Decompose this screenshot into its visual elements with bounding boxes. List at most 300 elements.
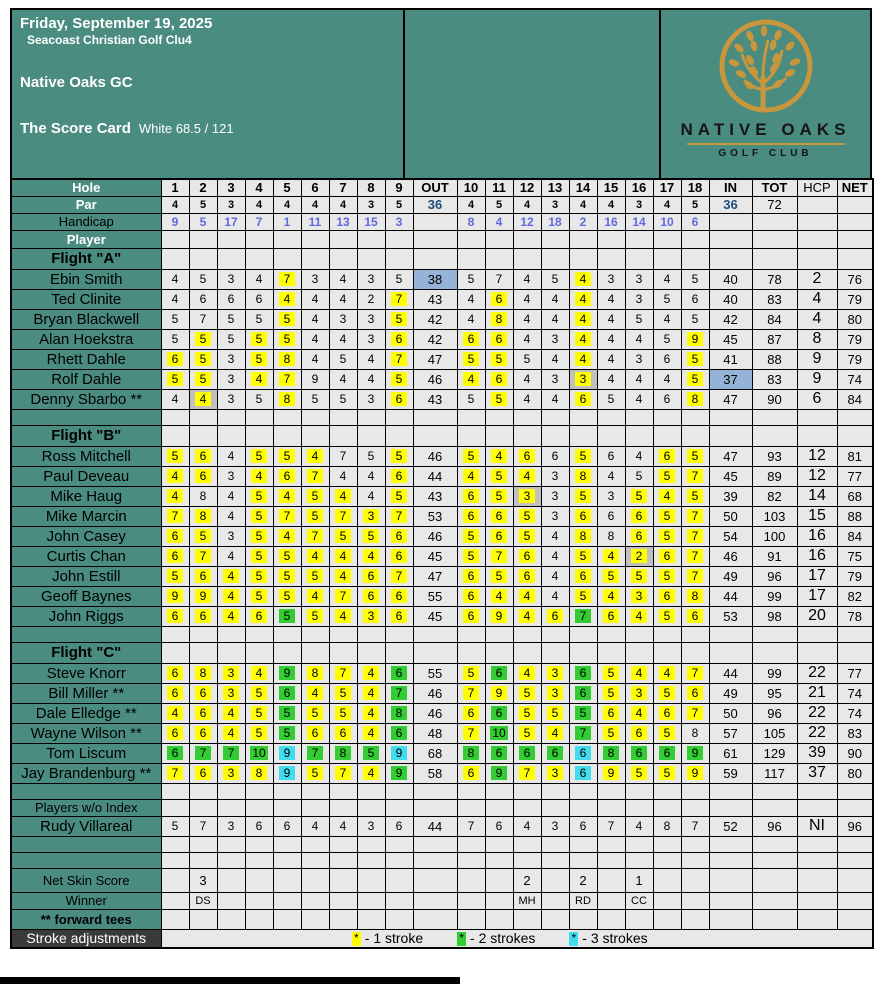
stroke-adjust-mark: 7 xyxy=(687,569,703,583)
score-cell xyxy=(385,566,413,586)
score-cell: 3 xyxy=(217,349,245,369)
stroke-adjust-mark: 6 xyxy=(575,746,591,760)
score-cell: 4 xyxy=(457,309,485,329)
score-cell: 4 xyxy=(217,506,245,526)
score-cell xyxy=(681,606,709,626)
score-cell xyxy=(681,526,709,546)
stroke-adjust-mark: 6 xyxy=(659,449,675,463)
stroke-adjust-mark: 5 xyxy=(659,569,675,583)
score-cell: 4 xyxy=(329,329,357,349)
score-cell xyxy=(161,526,189,546)
score-cell xyxy=(301,606,329,626)
score-cell xyxy=(457,446,485,466)
stroke-adjust-mark: 6 xyxy=(547,746,563,760)
spacer-cell xyxy=(569,783,597,799)
score-cell xyxy=(597,683,625,703)
score-cell xyxy=(273,703,301,723)
score-cell xyxy=(273,466,301,486)
stroke-adjust-mark: 6 xyxy=(167,549,183,563)
stroke-adjust-mark: 5 xyxy=(491,489,507,503)
score-cell: 2 xyxy=(357,289,385,309)
spacer-cell xyxy=(597,626,625,642)
stroke-adjust-mark: 4 xyxy=(491,449,507,463)
tot-cell: 89 xyxy=(752,466,797,486)
empty-cell xyxy=(273,799,301,816)
score-cell: 5 xyxy=(245,309,273,329)
empty-cell xyxy=(625,909,653,929)
empty-cell xyxy=(385,425,413,446)
stroke-adjust-mark: 5 xyxy=(659,469,675,483)
score-cell xyxy=(653,743,681,763)
score-cell xyxy=(681,506,709,526)
score-cell xyxy=(513,506,541,526)
net-skin-score-value-cell: 3 xyxy=(189,868,217,892)
score-cell xyxy=(485,446,513,466)
stroke-adjust-mark: 7 xyxy=(335,766,351,780)
spacer-cell xyxy=(161,783,189,799)
score-cell xyxy=(189,566,217,586)
net-cell: 83 xyxy=(837,723,873,743)
out-header: OUT xyxy=(413,179,457,196)
hole-number-header: 2 xyxy=(189,179,217,196)
score-cell xyxy=(273,349,301,369)
score-cell xyxy=(569,269,597,289)
stroke-legend xyxy=(161,929,873,948)
spacer-cell xyxy=(217,852,245,868)
stroke-adjust-mark: 8 xyxy=(307,666,323,680)
score-cell: 6 xyxy=(245,816,273,836)
out-cell: 46 xyxy=(413,369,457,389)
stroke-adjust-mark: 4 xyxy=(223,706,239,720)
stroke-adjust-mark: 4 xyxy=(363,766,379,780)
spacer-cell xyxy=(301,409,329,425)
score-cell: 6 xyxy=(385,816,413,836)
player-name: Rhett Dahle xyxy=(11,349,161,369)
stroke-adjust-mark: 5 xyxy=(279,569,295,583)
stroke-adjust-mark: 4 xyxy=(251,666,267,680)
skin-winner-value-cell: DS xyxy=(189,892,217,909)
stroke-adjust-mark: 7 xyxy=(687,509,703,523)
stroke-adjust-mark: 9 xyxy=(687,766,703,780)
score-cell xyxy=(681,369,709,389)
score-cell xyxy=(385,526,413,546)
in-cell: 40 xyxy=(709,289,752,309)
spacer-cell xyxy=(161,409,189,425)
tees-rating: White 68.5 / 121 xyxy=(138,121,234,136)
empty-cell xyxy=(457,799,485,816)
empty-cell xyxy=(513,909,541,929)
empty-cell xyxy=(837,799,873,816)
stroke-adjust-mark: 8 xyxy=(335,746,351,760)
spacer-cell xyxy=(797,626,837,642)
empty-cell xyxy=(413,868,457,892)
empty-cell xyxy=(357,892,385,909)
score-cell xyxy=(385,546,413,566)
stroke-adjust-mark: 7 xyxy=(279,372,295,386)
score-cell xyxy=(161,703,189,723)
stroke-adjust-mark: 4 xyxy=(279,489,295,503)
score-cell xyxy=(245,743,273,763)
stroke-adjust-mark: 2 xyxy=(631,549,647,563)
empty-cell xyxy=(653,799,681,816)
spacer-label-cell xyxy=(11,852,161,868)
hcp-cell: 16 xyxy=(797,526,837,546)
stroke-adjust-mark: 6 xyxy=(519,549,535,563)
score-cell xyxy=(189,466,217,486)
par-cell: 5 xyxy=(385,196,413,213)
spacer-cell xyxy=(189,783,217,799)
score-cell: 5 xyxy=(457,389,485,409)
score-cell xyxy=(653,546,681,566)
stroke-adjust-mark: 4 xyxy=(307,589,323,603)
stroke-adjust-mark: 7 xyxy=(391,686,407,700)
handicap-cell: 6 xyxy=(681,213,709,230)
stroke-adjust-mark: 5 xyxy=(631,489,647,503)
stroke-adjust-mark: 3 xyxy=(223,766,239,780)
score-cell: 6 xyxy=(541,446,569,466)
in-cell: 41 xyxy=(709,349,752,369)
score-cell xyxy=(513,466,541,486)
stroke-adjust-mark: 5 xyxy=(195,372,211,386)
score-cell xyxy=(189,763,217,783)
score-cell xyxy=(569,349,597,369)
stroke-adjust-mark: 6 xyxy=(195,706,211,720)
score-cell: 4 xyxy=(329,269,357,289)
spacer-cell xyxy=(625,409,653,425)
empty-cell xyxy=(485,248,513,269)
out-cell: 53 xyxy=(413,506,457,526)
score-cell: 3 xyxy=(625,349,653,369)
hcp-cell: 22 xyxy=(797,703,837,723)
empty-cell xyxy=(385,892,413,909)
spacer-cell xyxy=(217,409,245,425)
stroke-adjust-mark: 5 xyxy=(195,352,211,366)
stroke-adjust-mark: 7 xyxy=(519,766,535,780)
spacer-cell xyxy=(189,626,217,642)
score-cell xyxy=(513,546,541,566)
spacer-cell xyxy=(653,852,681,868)
score-cell xyxy=(597,586,625,606)
stroke-adjustments-label: Stroke adjustments xyxy=(11,929,161,948)
empty-cell xyxy=(837,892,873,909)
empty-cell xyxy=(385,230,413,248)
score-cell xyxy=(385,329,413,349)
score-cell xyxy=(217,606,245,626)
score-cell: 4 xyxy=(541,349,569,369)
score-cell xyxy=(457,606,485,626)
score-cell: 4 xyxy=(625,329,653,349)
stroke-adjust-mark: 6 xyxy=(491,529,507,543)
score-cell xyxy=(385,446,413,466)
empty-cell xyxy=(653,230,681,248)
stroke-adjust-mark: 5 xyxy=(335,529,351,543)
stroke-adjust-mark: 8 xyxy=(491,312,507,326)
stroke-adjust-mark: 6 xyxy=(463,489,479,503)
skin-winner-label: Winner xyxy=(11,892,161,909)
score-cell xyxy=(217,663,245,683)
score-cell: 8 xyxy=(653,816,681,836)
empty-cell xyxy=(273,642,301,663)
stroke-adjust-mark: 5 xyxy=(391,312,407,326)
stroke-adjust-mark: 5 xyxy=(631,766,647,780)
score-cell xyxy=(161,566,189,586)
score-cell xyxy=(569,663,597,683)
score-cell: 4 xyxy=(217,446,245,466)
empty-cell xyxy=(245,425,273,446)
stroke-adjust-mark: 5 xyxy=(463,529,479,543)
score-cell xyxy=(457,566,485,586)
empty-cell xyxy=(653,868,681,892)
score-cell xyxy=(217,743,245,763)
stroke-adjust-mark: 6 xyxy=(491,706,507,720)
score-cell xyxy=(385,486,413,506)
tot-cell: 83 xyxy=(752,369,797,389)
score-cell xyxy=(597,743,625,763)
spacer-cell xyxy=(301,852,329,868)
par-cell: 3 xyxy=(217,196,245,213)
player-name: John Riggs xyxy=(11,606,161,626)
empty-cell xyxy=(513,425,541,446)
stroke-adjust-mark: 9 xyxy=(167,589,183,603)
stroke-adjust-mark: 6 xyxy=(195,449,211,463)
stroke-adjust-mark: 4 xyxy=(659,666,675,680)
logo-club-type: GOLF CLUB xyxy=(718,148,813,159)
score-cell: 4 xyxy=(597,289,625,309)
score-cell: 4 xyxy=(597,329,625,349)
stroke-adjust-mark: 5 xyxy=(335,706,351,720)
in-cell: 49 xyxy=(709,566,752,586)
score-cell xyxy=(301,546,329,566)
empty-cell xyxy=(837,909,873,929)
section-title: Flight "C" xyxy=(11,642,161,663)
empty-cell xyxy=(457,909,485,929)
score-cell xyxy=(569,586,597,606)
score-cell: 4 xyxy=(625,816,653,836)
empty-cell xyxy=(189,248,217,269)
empty-cell xyxy=(625,230,653,248)
stroke-adjust-mark: 4 xyxy=(463,469,479,483)
score-cell: 5 xyxy=(245,389,273,409)
spacer-cell xyxy=(485,783,513,799)
score-cell xyxy=(357,763,385,783)
empty-cell xyxy=(217,642,245,663)
score-cell: 6 xyxy=(653,389,681,409)
spacer-cell xyxy=(709,852,752,868)
handicap-cell: 13 xyxy=(329,213,357,230)
spacer-cell xyxy=(681,783,709,799)
score-cell xyxy=(541,606,569,626)
empty-cell xyxy=(569,909,597,929)
empty-cell xyxy=(541,892,569,909)
empty-cell xyxy=(569,425,597,446)
empty-cell xyxy=(797,909,837,929)
score-cell: 3 xyxy=(217,269,245,289)
stroke-adjust-mark: 7 xyxy=(687,706,703,720)
stroke-adjust-mark: 5 xyxy=(463,449,479,463)
score-cell: 4 xyxy=(161,389,189,409)
spacer-cell xyxy=(653,783,681,799)
in-cell: 54 xyxy=(709,526,752,546)
stroke-mark-icon: * xyxy=(569,932,578,946)
spacer-cell xyxy=(329,409,357,425)
handicap-cell: 17 xyxy=(217,213,245,230)
stroke-adjust-mark: 6 xyxy=(491,666,507,680)
spacer-cell xyxy=(413,836,457,852)
score-cell xyxy=(457,369,485,389)
score-cell: 5 xyxy=(161,329,189,349)
empty-cell xyxy=(329,868,357,892)
tot-header: TOT xyxy=(752,179,797,196)
score-cell: 4 xyxy=(217,546,245,566)
score-cell xyxy=(625,566,653,586)
stroke-adjust-mark: 5 xyxy=(687,489,703,503)
empty-cell xyxy=(301,892,329,909)
tot-cell: 91 xyxy=(752,546,797,566)
score-cell xyxy=(457,586,485,606)
stroke-adjust-mark: 5 xyxy=(659,726,675,740)
score-cell xyxy=(457,703,485,723)
stroke-adjust-mark: 6 xyxy=(575,569,591,583)
score-cell: 5 xyxy=(161,309,189,329)
empty-cell xyxy=(357,799,385,816)
empty-cell xyxy=(752,642,797,663)
stroke-adjust-mark: 6 xyxy=(391,529,407,543)
empty-cell xyxy=(513,799,541,816)
empty-cell xyxy=(329,892,357,909)
score-cell: 5 xyxy=(189,269,217,289)
stroke-adjust-mark: 6 xyxy=(391,332,407,346)
stroke-adjust-mark: 5 xyxy=(575,549,591,563)
stroke-adjust-mark: 4 xyxy=(223,609,239,623)
stroke-adjust-mark: 6 xyxy=(167,352,183,366)
score-cell xyxy=(245,526,273,546)
stroke-adjust-mark: 5 xyxy=(547,706,563,720)
stroke-adjust-mark: 6 xyxy=(631,726,647,740)
player-name: Tom Liscum xyxy=(11,743,161,763)
stroke-adjust-mark: 3 xyxy=(631,589,647,603)
out-cell: 43 xyxy=(413,289,457,309)
par-cell: 4 xyxy=(245,196,273,213)
score-cell xyxy=(301,446,329,466)
empty-cell xyxy=(329,230,357,248)
in-cell: 44 xyxy=(709,663,752,683)
spacer-cell xyxy=(837,783,873,799)
score-cell xyxy=(681,349,709,369)
spacer-cell xyxy=(569,852,597,868)
score-cell xyxy=(681,763,709,783)
handicap-net-cell xyxy=(837,213,873,230)
empty-cell xyxy=(709,909,752,929)
hcp-cell: NI xyxy=(797,816,837,836)
score-cell xyxy=(329,663,357,683)
handicap-cell: 7 xyxy=(245,213,273,230)
hole-number-header: 15 xyxy=(597,179,625,196)
empty-cell xyxy=(301,230,329,248)
score-cell: 4 xyxy=(301,289,329,309)
spacer-cell xyxy=(709,836,752,852)
score-cell xyxy=(597,606,625,626)
empty-cell xyxy=(357,909,385,929)
stroke-adjust-mark: 4 xyxy=(251,372,267,386)
net-cell: 74 xyxy=(837,683,873,703)
score-cell xyxy=(357,683,385,703)
score-cell xyxy=(217,586,245,606)
spacer-cell xyxy=(273,783,301,799)
tot-cell: 98 xyxy=(752,606,797,626)
stroke-adjust-mark: 6 xyxy=(391,666,407,680)
score-cell: 4 xyxy=(329,289,357,309)
spacer-cell xyxy=(752,626,797,642)
score-cell xyxy=(245,703,273,723)
empty-cell xyxy=(541,909,569,929)
tot-cell: 83 xyxy=(752,289,797,309)
legend-item: * - 2 strokes xyxy=(457,930,535,946)
hcp-cell: 9 xyxy=(797,369,837,389)
out-cell: 47 xyxy=(413,349,457,369)
score-cell xyxy=(485,703,513,723)
handicap-cell: 12 xyxy=(513,213,541,230)
spacer-cell xyxy=(457,852,485,868)
stroke-adjust-mark: 10 xyxy=(252,746,266,760)
score-cell xyxy=(245,486,273,506)
stroke-adjust-mark: 5 xyxy=(195,332,211,346)
empty-cell xyxy=(837,248,873,269)
spacer-cell xyxy=(513,836,541,852)
in-cell: 50 xyxy=(709,703,752,723)
score-cell: 6 xyxy=(569,816,597,836)
section-title: Flight "A" xyxy=(11,248,161,269)
score-cell xyxy=(457,663,485,683)
score-cell: 6 xyxy=(653,349,681,369)
in-cell: 50 xyxy=(709,506,752,526)
club-logo xyxy=(661,10,870,178)
hcp-cell: 22 xyxy=(797,663,837,683)
score-cell xyxy=(245,763,273,783)
section-title: Players w/o Index xyxy=(11,799,161,816)
empty-cell xyxy=(413,799,457,816)
score-cell xyxy=(385,703,413,723)
empty-cell xyxy=(752,425,797,446)
score-cell xyxy=(273,546,301,566)
empty-cell xyxy=(161,248,189,269)
empty-cell xyxy=(245,868,273,892)
stroke-adjust-mark: 6 xyxy=(687,609,703,623)
empty-cell xyxy=(597,892,625,909)
stroke-adjust-mark: 3 xyxy=(547,686,563,700)
hcp-header: HCP xyxy=(797,179,837,196)
stroke-adjust-mark: 5 xyxy=(575,449,591,463)
stroke-adjust-mark: 5 xyxy=(251,509,267,523)
spacer-cell xyxy=(513,409,541,425)
stroke-adjust-mark: 7 xyxy=(167,766,183,780)
score-cell xyxy=(329,566,357,586)
score-cell xyxy=(385,763,413,783)
hcp-cell: 16 xyxy=(797,546,837,566)
hole-number-header: 11 xyxy=(485,179,513,196)
handicap-out-cell xyxy=(413,213,457,230)
score-cell xyxy=(301,486,329,506)
empty-cell xyxy=(385,248,413,269)
score-cell xyxy=(653,506,681,526)
spacer-cell xyxy=(569,626,597,642)
par-cell: 4 xyxy=(457,196,485,213)
empty-cell xyxy=(597,642,625,663)
empty-cell xyxy=(485,425,513,446)
spacer-cell xyxy=(797,836,837,852)
par-cell: 5 xyxy=(189,196,217,213)
score-cell xyxy=(301,703,329,723)
hcp-cell: 2 xyxy=(797,269,837,289)
